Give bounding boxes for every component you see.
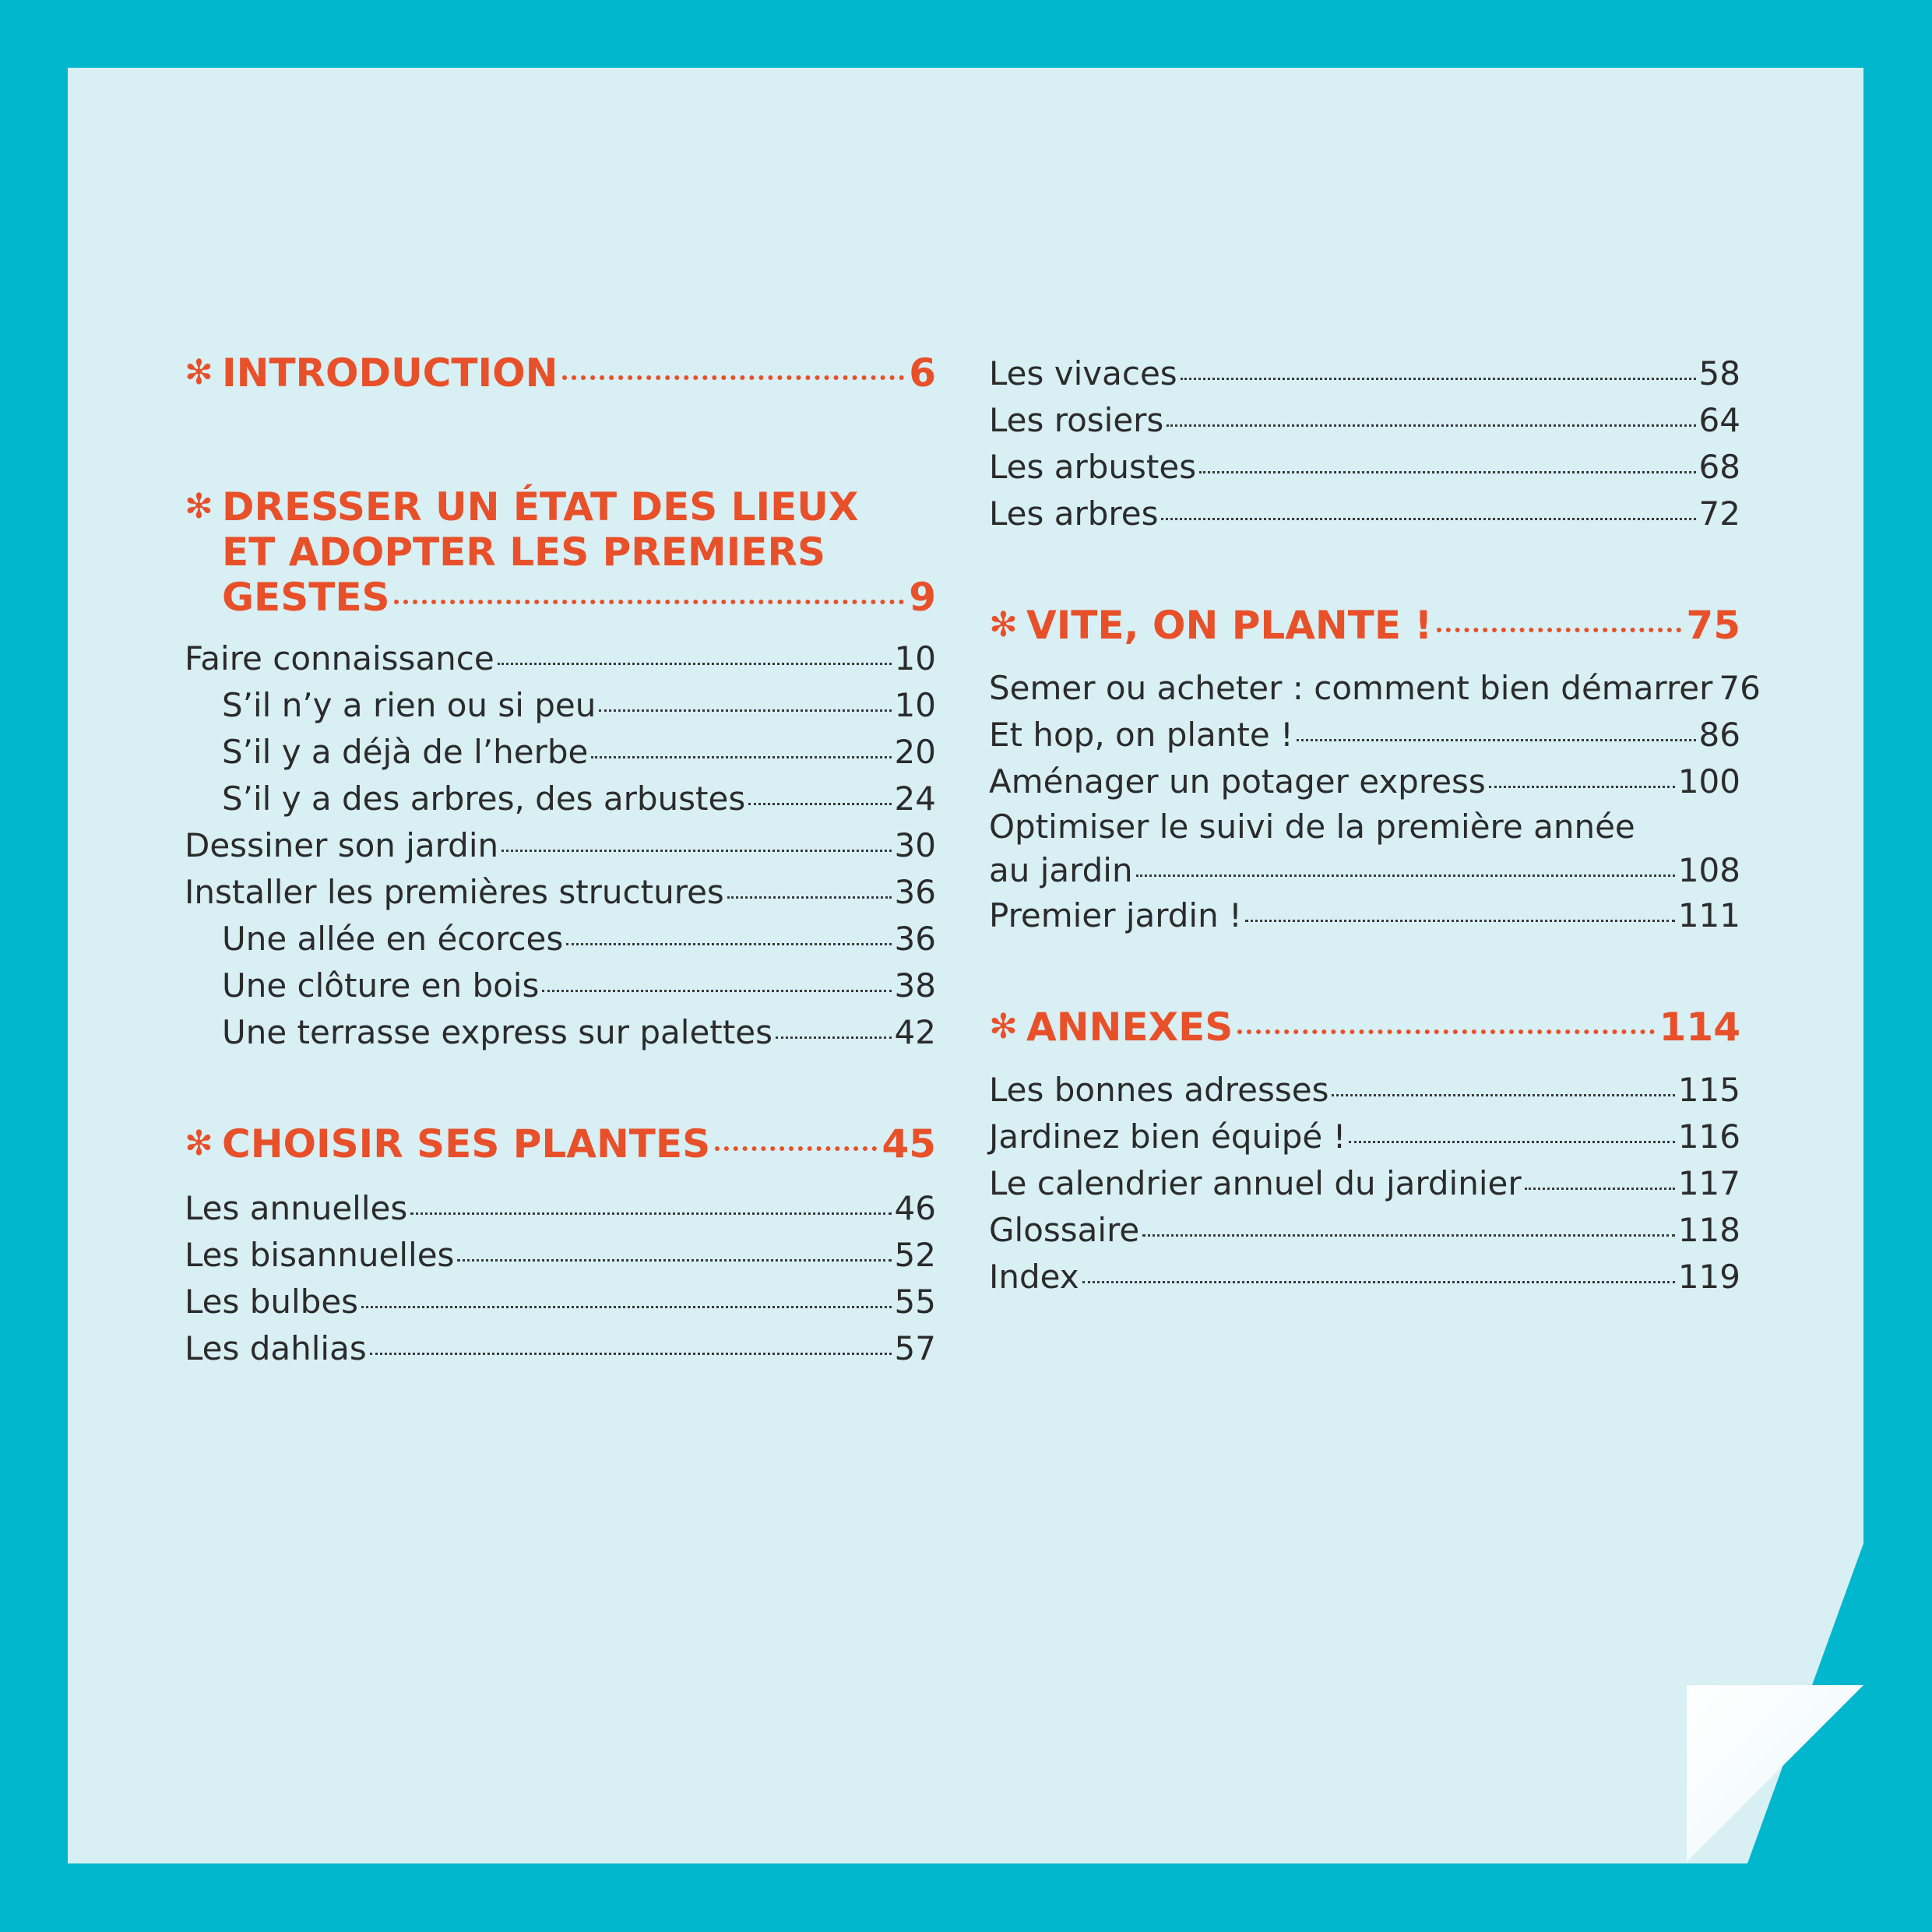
entry-text: Glossaire [989, 1211, 1140, 1249]
leader-dots [1237, 1029, 1654, 1034]
entry-page: 10 [894, 686, 936, 724]
entry-page: 100 [1677, 762, 1740, 801]
entry-text: Les arbres [989, 494, 1159, 533]
entry-page: 111 [1677, 896, 1740, 934]
toc-entry[interactable] [989, 1114, 1740, 1160]
leader-dots [1199, 471, 1695, 473]
entry-page: 38 [894, 966, 936, 1005]
leader-dots [1082, 1281, 1675, 1283]
asterisk-icon: ✻ [989, 605, 1018, 645]
toc-entry[interactable] [185, 729, 936, 776]
heading-page: 9 [909, 575, 936, 620]
toc-entry[interactable] [185, 776, 936, 822]
leader-dots [776, 1036, 892, 1039]
entry-page: 10 [894, 639, 936, 677]
entry-text: Les dahlias [185, 1329, 367, 1367]
leader-dots [1181, 378, 1696, 380]
page-curl [1687, 1685, 1863, 1862]
entry-text: Premier jardin ! [989, 896, 1242, 934]
leader-dots [599, 709, 891, 712]
entry-text: Les bisannuelles [185, 1236, 455, 1274]
entry-text: Les bonnes adresses [989, 1071, 1329, 1109]
entry-text: Faire connaissance [185, 639, 494, 677]
toc-entry[interactable] [989, 1067, 1740, 1114]
entry-text: Le calendrier annuel du jardinier [989, 1164, 1522, 1202]
entry-text: Une terrasse express sur palettes [222, 1013, 772, 1051]
entry-text: Semer ou acheter : comment bien démarrer [989, 669, 1713, 707]
leader-dots [562, 375, 904, 380]
heading-title: INTRODUCTION [222, 350, 558, 396]
entry-text: Aménager un potager express [989, 762, 1486, 801]
leader-dots [498, 663, 892, 665]
leader-dots [410, 1212, 891, 1215]
entries-annexes [989, 1067, 1740, 1300]
toc-entry[interactable] [989, 397, 1740, 444]
leader-dots [566, 943, 891, 945]
entry-text: au jardin [989, 851, 1133, 889]
toc-entry-multiline[interactable] [989, 805, 1740, 892]
heading-title-line: GESTES [222, 575, 390, 620]
toc-entry[interactable] [989, 444, 1740, 491]
entry-page: 58 [1698, 354, 1740, 392]
entry-page: 86 [1698, 716, 1740, 754]
entry-page: 52 [894, 1236, 936, 1274]
entry-page: 55 [894, 1283, 936, 1321]
entries-dresser [185, 635, 936, 1056]
toc-entry[interactable] [185, 1185, 936, 1232]
heading-title-line: DRESSER UN ÉTAT DES LIEUX [222, 484, 859, 530]
entry-page: 108 [1677, 851, 1740, 889]
entry-page: 117 [1677, 1164, 1740, 1202]
entry-page: 115 [1677, 1071, 1740, 1109]
entry-text: Jardinez bien équipé ! [989, 1117, 1346, 1156]
leader-dots [457, 1259, 891, 1262]
leader-dots [1167, 424, 1695, 427]
leader-dots [1142, 1234, 1675, 1237]
entry-text: Les rosiers [989, 401, 1164, 439]
toc-entry[interactable] [185, 916, 936, 962]
entry-page: 24 [894, 779, 936, 818]
section-heading-introduction[interactable] [185, 350, 936, 396]
heading-page: 45 [882, 1121, 936, 1167]
asterisk-icon: ✻ [989, 1007, 1018, 1047]
entry-text: Dessiner son jardin [185, 826, 499, 864]
toc-entry[interactable] [989, 350, 1740, 397]
entry-text: Et hop, on plante ! [989, 716, 1293, 754]
leader-dots [1437, 628, 1681, 632]
entry-page: 20 [894, 733, 936, 771]
entry-text: S’il y a déjà de l’herbe [222, 733, 589, 771]
entry-page: 72 [1698, 494, 1740, 533]
asterisk-icon: ✻ [185, 487, 213, 526]
entry-page: 46 [894, 1189, 936, 1227]
heading-title-line: ET ADOPTER LES PREMIERS [222, 530, 825, 575]
leader-dots [591, 756, 891, 758]
toc-entry[interactable] [185, 1232, 936, 1279]
heading-page: 114 [1659, 1005, 1740, 1050]
entry-page: 64 [1698, 401, 1740, 439]
heading-page: 6 [909, 350, 936, 396]
entry-page: 57 [894, 1329, 936, 1367]
entry-text: S’il y a des arbres, des arbustes [222, 779, 746, 818]
leader-dots [727, 896, 892, 899]
toc-entry[interactable] [185, 682, 936, 729]
entry-text: Une allée en écorces [222, 920, 564, 958]
asterisk-icon: ✻ [185, 1124, 213, 1163]
toc-left-column [185, 350, 936, 1372]
entry-text: S’il n’y a rien ou si peu [222, 686, 596, 724]
leader-dots [394, 600, 904, 604]
section-heading-dresser[interactable] [185, 484, 936, 620]
entry-page: 68 [1698, 448, 1740, 486]
leader-dots [1349, 1141, 1674, 1143]
leader-dots [1161, 518, 1695, 520]
leader-dots [501, 850, 891, 852]
toc-right-column [989, 350, 1761, 1300]
entry-text: Installer les premières structures [185, 873, 724, 911]
entry-page: 119 [1677, 1258, 1740, 1296]
entry-line [989, 805, 1740, 849]
leader-dots [715, 1146, 877, 1151]
entry-text: Les arbustes [989, 448, 1197, 486]
entry-text: Index [989, 1258, 1079, 1296]
entry-line [989, 849, 1740, 892]
heading-title: VITE, ON PLANTE ! [1026, 603, 1433, 648]
heading-title: ANNEXES [1026, 1005, 1233, 1050]
toc-entry[interactable] [989, 1207, 1740, 1254]
entry-text: Optimiser le suivi de la première année [989, 808, 1635, 846]
leader-dots [1297, 739, 1696, 741]
leader-dots [1489, 786, 1675, 788]
entry-page: 30 [894, 826, 936, 864]
leader-dots [361, 1306, 891, 1308]
toc-entry[interactable] [989, 491, 1740, 537]
leader-dots [370, 1353, 892, 1355]
leader-dots [542, 990, 891, 992]
toc-entry[interactable] [989, 712, 1740, 758]
toc-entry[interactable] [185, 962, 936, 1009]
toc-entry[interactable] [185, 635, 936, 682]
entries-choisir-continued [989, 350, 1740, 537]
toc-entry[interactable] [185, 869, 936, 916]
toc-entry[interactable] [185, 1279, 936, 1325]
heading-title: CHOISIR SES PLANTES [222, 1121, 711, 1167]
entry-page: 116 [1677, 1117, 1740, 1156]
section-heading-choisir[interactable] [185, 1121, 936, 1167]
entry-text: Les vivaces [989, 354, 1177, 392]
toc-entry[interactable] [185, 1009, 936, 1056]
toc-entry[interactable] [989, 665, 1761, 712]
entry-page: 42 [894, 1013, 936, 1051]
entries-choisir [185, 1185, 936, 1372]
entry-text: Les bulbes [185, 1283, 359, 1321]
leader-dots [748, 803, 891, 805]
leader-dots [1332, 1094, 1674, 1096]
leader-dots [1136, 875, 1675, 877]
toc-entry[interactable] [989, 1160, 1740, 1207]
entry-text: Les annuelles [185, 1189, 408, 1227]
toc-entry[interactable] [989, 758, 1740, 805]
section-heading-vite[interactable] [989, 603, 1740, 648]
entries-vite [989, 665, 1761, 939]
entry-page: 36 [894, 873, 936, 911]
heading-page: 75 [1686, 603, 1740, 648]
toc-entry[interactable] [185, 822, 936, 869]
entry-page: 36 [894, 920, 936, 958]
entry-page: 76 [1719, 669, 1761, 707]
entry-page: 118 [1677, 1211, 1740, 1249]
toc-entry[interactable] [989, 892, 1740, 939]
toc-entry[interactable] [989, 1254, 1740, 1300]
entry-text: Une clôture en bois [222, 966, 540, 1005]
toc-entry[interactable] [185, 1325, 936, 1372]
section-heading-annexes[interactable] [989, 1005, 1740, 1050]
leader-dots [1525, 1188, 1675, 1190]
leader-dots [1245, 920, 1675, 922]
asterisk-icon: ✻ [185, 353, 213, 392]
